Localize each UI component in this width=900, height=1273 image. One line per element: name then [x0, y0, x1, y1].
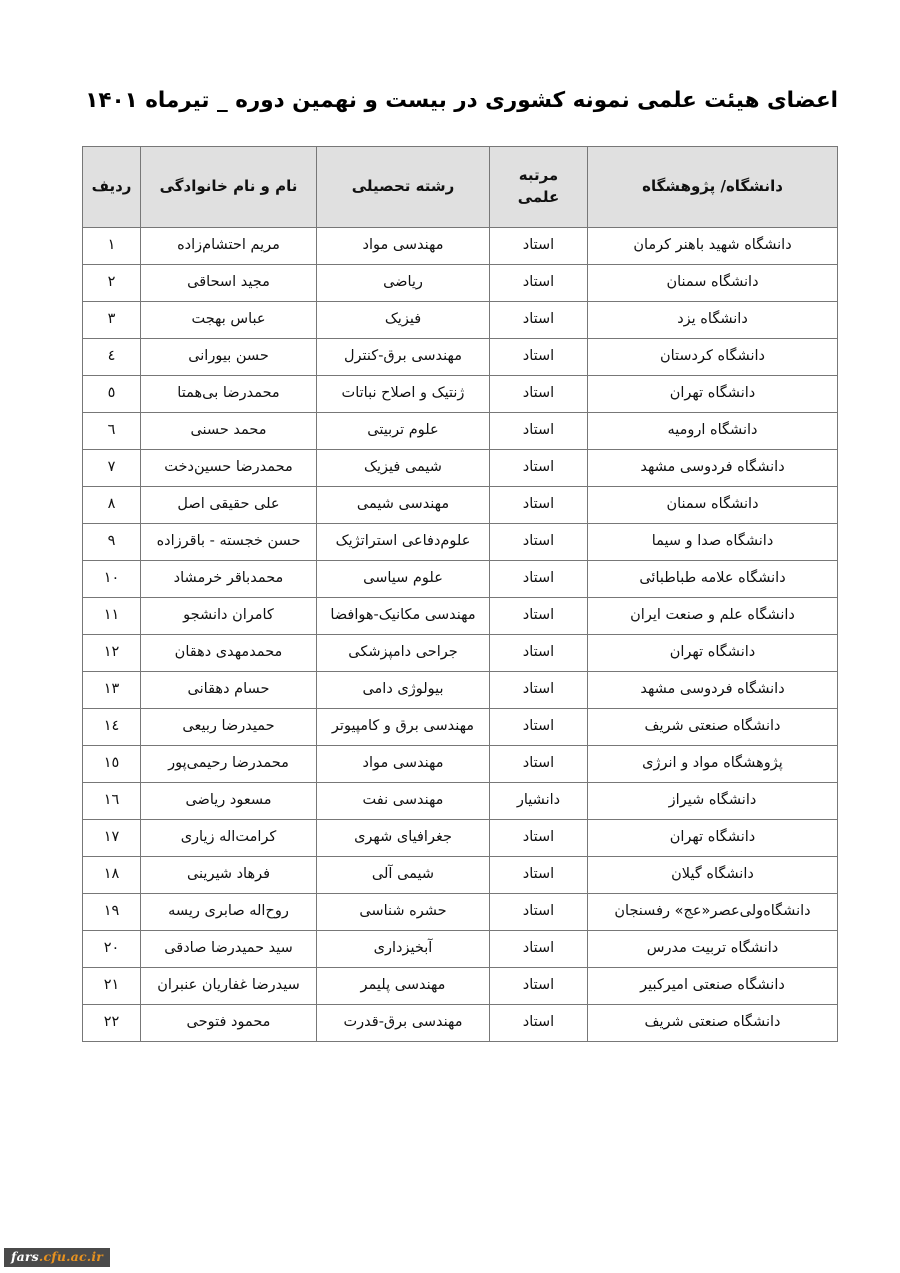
cell-field-of-study: علوم سیاسی — [317, 561, 490, 598]
cell-academic-rank: استاد — [490, 302, 588, 339]
table-row — [83, 524, 838, 561]
cell-row-number: ١٠ — [83, 561, 141, 598]
cell-field-of-study: جراحی دامپزشکی — [317, 635, 490, 672]
cell-row-number: ٣ — [83, 302, 141, 339]
cell-academic-rank: استاد — [490, 450, 588, 487]
cell-university: دانشگاه تهران — [588, 376, 838, 413]
cell-academic-rank: استاد — [490, 820, 588, 857]
table-row — [83, 820, 838, 857]
cell-field-of-study: شیمی فیزیک — [317, 450, 490, 487]
table-row — [83, 598, 838, 635]
table-row — [83, 783, 838, 820]
cell-full-name: محمدرضا رحیمی‌پور — [141, 746, 317, 783]
cell-university: دانشگاه صنعتی شریف — [588, 709, 838, 746]
table-row — [83, 450, 838, 487]
cell-row-number: ٢٠ — [83, 931, 141, 968]
cell-full-name: حسن خجسته - باقرزاده — [141, 524, 317, 561]
cell-field-of-study: مهندسی نفت — [317, 783, 490, 820]
cell-row-number: ٢١ — [83, 968, 141, 1005]
table-row — [83, 857, 838, 894]
members-table-container — [83, 146, 838, 1042]
cell-full-name: فرهاد شیرینی — [141, 857, 317, 894]
cell-academic-rank: استاد — [490, 339, 588, 376]
cell-academic-rank: استاد — [490, 968, 588, 1005]
cell-academic-rank: استاد — [490, 598, 588, 635]
cell-full-name: حمیدرضا ربیعی — [141, 709, 317, 746]
cell-field-of-study: ژنتیک و اصلاح نباتات — [317, 376, 490, 413]
cell-full-name: حسن بیورانی — [141, 339, 317, 376]
cell-academic-rank: استاد — [490, 376, 588, 413]
column-header-field-of-study: رشته تحصیلی — [317, 147, 490, 228]
table-row — [83, 339, 838, 376]
cell-field-of-study: آبخیزداری — [317, 931, 490, 968]
cell-full-name: محمدرضا بی‌همتا — [141, 376, 317, 413]
cell-university: دانشگاه گیلان — [588, 857, 838, 894]
table-row — [83, 746, 838, 783]
cell-university: دانشگاه صدا و سیما — [588, 524, 838, 561]
cell-field-of-study: بیولوژی دامی — [317, 672, 490, 709]
cell-university: دانشگاه شهید باهنر کرمان — [588, 228, 838, 265]
cell-university: دانشگاه یزد — [588, 302, 838, 339]
cell-row-number: ١ — [83, 228, 141, 265]
table-row — [83, 487, 838, 524]
cell-full-name: محمود فتوحی — [141, 1005, 317, 1042]
cell-academic-rank: استاد — [490, 635, 588, 672]
cell-full-name: مجید اسحاقی — [141, 265, 317, 302]
cell-university: دانشگاه تربیت مدرس — [588, 931, 838, 968]
cell-full-name: حسام دهقانی — [141, 672, 317, 709]
cell-row-number: ٢ — [83, 265, 141, 302]
table-row — [83, 228, 838, 265]
cell-full-name: مسعود ریاضی — [141, 783, 317, 820]
cell-full-name: محمدرضا حسین‌دخت — [141, 450, 317, 487]
cell-university: دانشگاه سمنان — [588, 265, 838, 302]
cell-academic-rank: استاد — [490, 931, 588, 968]
cell-field-of-study: مهندسی برق و کامپیوتر — [317, 709, 490, 746]
cell-field-of-study: مهندسی مواد — [317, 746, 490, 783]
cell-row-number: ٨ — [83, 487, 141, 524]
cell-full-name: عباس بهجت — [141, 302, 317, 339]
cell-row-number: ٦ — [83, 413, 141, 450]
cell-university: دانشگاه تهران — [588, 820, 838, 857]
cell-academic-rank: استاد — [490, 561, 588, 598]
cell-full-name: محمد حسنی — [141, 413, 317, 450]
cell-field-of-study: مهندسی شیمی — [317, 487, 490, 524]
cell-row-number: ٧ — [83, 450, 141, 487]
cell-full-name: سیدرضا غفاریان عنبران — [141, 968, 317, 1005]
cell-row-number: ٢٢ — [83, 1005, 141, 1042]
cell-row-number: ٤ — [83, 339, 141, 376]
cell-field-of-study: مهندسی برق-کنترل — [317, 339, 490, 376]
cell-full-name: سید حمیدرضا صادقی — [141, 931, 317, 968]
cell-academic-rank: استاد — [490, 746, 588, 783]
cell-academic-rank: استاد — [490, 894, 588, 931]
table-row — [83, 672, 838, 709]
column-header-academic-rank — [490, 147, 588, 228]
cell-full-name: کامران دانشجو — [141, 598, 317, 635]
cell-field-of-study: مهندسی پلیمر — [317, 968, 490, 1005]
cell-field-of-study: مهندسی برق-قدرت — [317, 1005, 490, 1042]
table-body — [83, 228, 838, 1042]
table-row — [83, 894, 838, 931]
column-header-academic-rank-line1: مرتبه — [518, 166, 559, 185]
table-header — [83, 147, 838, 228]
site-watermark-badge — [4, 1248, 110, 1267]
cell-university: دانشگاه صنعتی امیرکبیر — [588, 968, 838, 1005]
cell-full-name: کرامت‌اله زیاری — [141, 820, 317, 857]
table-row — [83, 635, 838, 672]
cell-academic-rank: استاد — [490, 228, 588, 265]
column-header-university: دانشگاه/ پژوهشگاه — [588, 147, 838, 228]
cell-field-of-study: شیمی آلی — [317, 857, 490, 894]
watermark-domain: .cfu.ac.ir — [38, 1249, 104, 1265]
cell-academic-rank: استاد — [490, 857, 588, 894]
cell-full-name: محمدباقر خرمشاد — [141, 561, 317, 598]
table-row — [83, 709, 838, 746]
cell-university: دانشگاه علم و صنعت ایران — [588, 598, 838, 635]
cell-academic-rank: استاد — [490, 672, 588, 709]
cell-academic-rank: استاد — [490, 709, 588, 746]
cell-university: دانشگاه تهران — [588, 635, 838, 672]
cell-row-number: ١٥ — [83, 746, 141, 783]
cell-field-of-study: جغرافیای شهری — [317, 820, 490, 857]
page-title: اعضای هیئت علمی نمونه کشوری در بیست و نهمین دوره _ تیرماه ۱۴۰۱ — [85, 88, 838, 114]
table-row — [83, 931, 838, 968]
cell-row-number: ١٢ — [83, 635, 141, 672]
cell-university: دانشگاه کردستان — [588, 339, 838, 376]
cell-row-number: ٩ — [83, 524, 141, 561]
table-row — [83, 376, 838, 413]
cell-row-number: ٥ — [83, 376, 141, 413]
cell-university: دانشگاه فردوسی مشهد — [588, 450, 838, 487]
table-row — [83, 413, 838, 450]
table-row — [83, 265, 838, 302]
column-header-row-number: ردیف — [83, 147, 141, 228]
table-row — [83, 561, 838, 598]
table-header-row — [83, 147, 838, 228]
column-header-academic-rank-line2: علمی — [517, 188, 560, 206]
cell-row-number: ١٨ — [83, 857, 141, 894]
cell-row-number: ١٣ — [83, 672, 141, 709]
cell-row-number: ١٩ — [83, 894, 141, 931]
cell-academic-rank: استاد — [490, 524, 588, 561]
cell-academic-rank: استاد — [490, 265, 588, 302]
watermark-host: fars — [11, 1249, 39, 1265]
cell-field-of-study: حشره شناسی — [317, 894, 490, 931]
members-table — [82, 146, 838, 1042]
cell-university: دانشگاه ارومیه — [588, 413, 838, 450]
cell-field-of-study: ریاضی — [317, 265, 490, 302]
cell-row-number: ١١ — [83, 598, 141, 635]
cell-university: دانشگاه علامه طباطبائی — [588, 561, 838, 598]
cell-academic-rank: استاد — [490, 413, 588, 450]
cell-full-name: روح‌اله صابری ریسه — [141, 894, 317, 931]
cell-row-number: ١٧ — [83, 820, 141, 857]
cell-field-of-study: مهندسی مواد — [317, 228, 490, 265]
cell-university: دانشگاه شیراز — [588, 783, 838, 820]
cell-field-of-study: فیزیک — [317, 302, 490, 339]
cell-row-number: ١٤ — [83, 709, 141, 746]
table-row — [83, 302, 838, 339]
cell-university: دانشگاه صنعتی شریف — [588, 1005, 838, 1042]
cell-university: دانشگاه‌ولی‌عصر«عج» رفسنجان — [588, 894, 838, 931]
cell-university: دانشگاه سمنان — [588, 487, 838, 524]
cell-field-of-study: علوم تربیتی — [317, 413, 490, 450]
cell-full-name: علی حقیقی اصل — [141, 487, 317, 524]
cell-full-name: مریم احتشام‌زاده — [141, 228, 317, 265]
cell-academic-rank: دانشیار — [490, 783, 588, 820]
cell-field-of-study: مهندسی مکانیک-هوافضا — [317, 598, 490, 635]
cell-field-of-study: علوم‌دفاعی استراتژیک — [317, 524, 490, 561]
table-row — [83, 1005, 838, 1042]
cell-row-number: ١٦ — [83, 783, 141, 820]
column-header-full-name: نام و نام خانوادگی — [141, 147, 317, 228]
cell-university: پژوهشگاه مواد و انرژی — [588, 746, 838, 783]
cell-university: دانشگاه فردوسی مشهد — [588, 672, 838, 709]
cell-academic-rank: استاد — [490, 1005, 588, 1042]
table-row — [83, 968, 838, 1005]
cell-full-name: محمدمهدی دهقان — [141, 635, 317, 672]
cell-academic-rank: استاد — [490, 487, 588, 524]
